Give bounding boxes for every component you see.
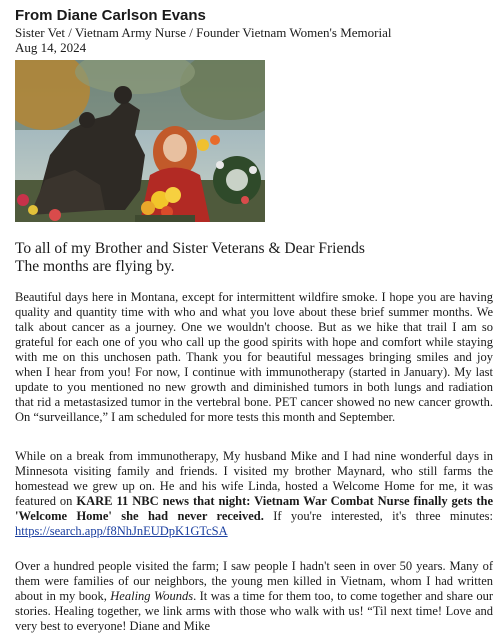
paragraph-minnesota-visit (15, 449, 493, 539)
greeting-line-1: To all of my Brother and Sister Veterans & Dear Friends (15, 240, 365, 257)
letter-date: Aug 14, 2024 (15, 40, 87, 55)
paragraph-minnesota-after: If you're interested, it's three minutes: (263, 509, 493, 523)
letter-header (15, 6, 490, 55)
book-title: Healing Wounds (110, 589, 194, 603)
sender-title: Sister Vet / Vietnam Army Nurse / Founder Vietnam Women's Memorial (15, 25, 392, 40)
memorial-photo-image (15, 60, 265, 222)
memorial-photo (15, 60, 265, 222)
news-headline: KARE 11 NBC news that night: Vietnam War Combat Nurse finally gets the 'Welcome Home' she had never received. (15, 494, 493, 523)
news-video-link[interactable]: https://search.app/f8NhJnEUDpK1GTcSA (15, 524, 228, 538)
paragraph-farm-gathering (15, 559, 493, 634)
paragraph-farm-text-2: . It was a time for them too, to come together and share our stories. Healing together, we link arms with those who walk with us! “Til next time! Love and very best to everyone! Diane and Mike (15, 589, 493, 633)
letter-greeting (15, 240, 490, 276)
paragraph-minnesota-text: While on a break from immunotherapy, My husband Mike and I had nine wonderful days in Minnesota visiting family and friends. I visited my brother Maynard, who still farms the homestead we grew up on. He and his wife Linda, hosted a Welcome Home for me, it was featured on (15, 449, 493, 508)
paragraph-health-update: Beautiful days here in Montana, except for intermittent wildfire smoke. I hope you are having quality and quantity time with who and what you love about these brief summer months. We talk about cancer as a journey. One we wouldn't choose. But as we hike that trail I am so grateful for each one of you who call up the good spirits with hope and comfort while staying with me on this unchosen path. Thank you for beautiful messages bringing smiles and joy when I hear from you! For now, I continue with immunotherapy (started in January). My last update to you mentioned no new growth and diminished tumors in both lungs and radiation that rid a metastasized tumor in the vertebral bone. PET cancer showed no new cancer growth. On “surveillance,” I am scheduled for more tests this month and September. (15, 290, 493, 424)
sender-name: From Diane Carlson Evans (15, 7, 206, 24)
paragraph-farm-text-1: Over a hundred people visited the farm; I saw people I hadn't seen in over 50 years. Many of them were families of our neighbors, the young men killed in Vietnam, whom I had written about in my book, (15, 559, 493, 603)
greeting-line-2: The months are flying by. (15, 258, 175, 275)
